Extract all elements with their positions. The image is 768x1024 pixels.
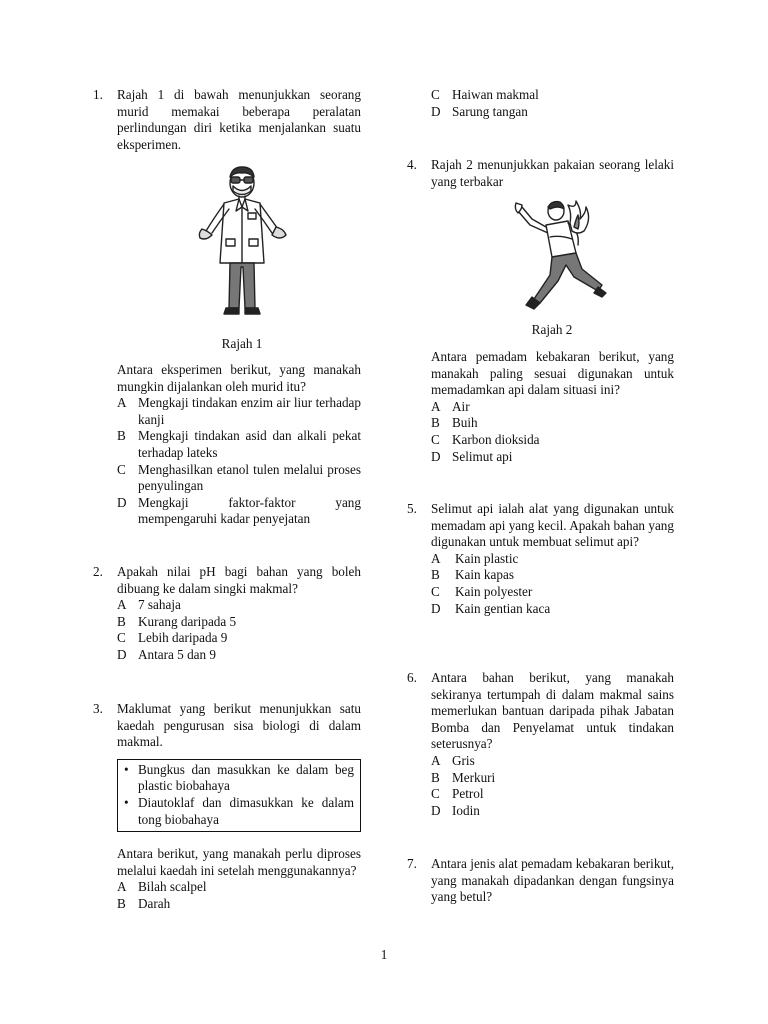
- option-d[interactable]: D Sarung tangan: [431, 103, 528, 119]
- option-a[interactable]: A Gris: [431, 752, 475, 768]
- option-b[interactable]: B Merkuri: [431, 769, 496, 785]
- info-item: • Bungkus dan masukkan ke dalam beg plastic biobahaya: [124, 762, 354, 795]
- info-item: • Diautoklaf dan dimasukkan ke dalam tong biobahaya: [124, 795, 354, 828]
- option-a[interactable]: A Kain plastic: [431, 550, 519, 566]
- option-b[interactable]: B Mengkaji tindakan asid dan alkali pekat terhadap lateks: [117, 428, 361, 460]
- question-text: Selimut api ialah alat yang digunakan untuk memadam api yang kecil. Apakah bahan yang digunakan untuk membuat selimut api?: [431, 501, 674, 550]
- question-number: 7.: [407, 856, 417, 871]
- question-text: Maklumat yang berikut menunjukkan satu kaedah pengurusan sisa biologi di dalam makmal.: [117, 701, 361, 750]
- question-stem: Antara eksperimen berikut, yang manakah mungkin dijalankan oleh murid itu?: [117, 362, 361, 394]
- option-c[interactable]: C Menghasilkan etanol tulen melalui proses penyulingan: [117, 461, 361, 494]
- option-d[interactable]: D Iodin: [431, 802, 480, 818]
- question-text: Antara jenis alat pemadam kebakaran berikut, yang manakah dipadankan dengan fungsinya yang betul?: [431, 856, 674, 905]
- figure-2-caption: Rajah 2: [531, 322, 573, 337]
- question-text: Antara bahan berikut, yang manakah sekiranya tertumpah di dalam makmal sains memerlukan bantuan daripada pihak Jabatan Bomba dan Penyelamat untuk tindakan seterusnya?: [431, 670, 674, 752]
- option-c[interactable]: C Petrol: [431, 786, 484, 802]
- question-1: [93, 87, 361, 153]
- question-stem: Antara berikut, yang manakah perlu diproses melalui kaedah ini setelah menggunakannya?: [117, 846, 361, 878]
- figure-student-ppe: [192, 163, 292, 323]
- option-a[interactable]: A 7 sahaja: [117, 597, 181, 613]
- question-6: [407, 670, 674, 819]
- question-4: [407, 157, 674, 190]
- question-stem: Antara pemadam kebakaran berikut, yang manakah paling sesuai digunakan untuk memadamkan api dalam situasi ini?: [431, 349, 674, 398]
- option-b[interactable]: B Kurang daripada 5: [117, 613, 237, 629]
- info-box: [117, 759, 361, 832]
- figure-1-caption: Rajah 1: [221, 336, 263, 351]
- question-3-continued: [431, 87, 674, 120]
- question-number: 5.: [407, 501, 417, 516]
- option-a[interactable]: A Bilah scalpel: [117, 879, 207, 895]
- question-5: [407, 501, 674, 617]
- figure-man-on-fire: [510, 197, 610, 317]
- option-a[interactable]: A Air: [431, 398, 470, 414]
- option-c[interactable]: C Lebih daripada 9: [117, 630, 228, 646]
- question-7: [407, 856, 674, 906]
- option-b[interactable]: B Kain kapas: [431, 567, 514, 583]
- option-d[interactable]: D Kain gentian kaca: [431, 600, 551, 616]
- option-b[interactable]: B Buih: [431, 415, 478, 431]
- option-b[interactable]: B Darah: [117, 895, 171, 911]
- option-d[interactable]: D Antara 5 dan 9: [117, 646, 216, 662]
- question-number: 4.: [407, 157, 417, 172]
- option-c[interactable]: C Kain polyester: [431, 583, 533, 599]
- option-a[interactable]: A Mengkaji tindakan enzim air liur terhadap kanji: [117, 395, 361, 427]
- question-4-options: [431, 349, 674, 465]
- question-text: Apakah nilai pH bagi bahan yang boleh dibuang ke dalam singki makmal?: [117, 564, 361, 596]
- question-1-options: [117, 362, 361, 528]
- question-text: Rajah 1 di bawah menunjukkan seorang murid memakai beberapa peralatan perlindungan diri ketika menjalankan suatu eksperimen.: [117, 87, 361, 152]
- question-3: [93, 701, 361, 913]
- option-c[interactable]: C Karbon dioksida: [431, 431, 540, 447]
- option-c[interactable]: C Haiwan makmal: [431, 87, 539, 102]
- question-number: 3.: [93, 701, 103, 716]
- question-number: 6.: [407, 670, 417, 685]
- option-d[interactable]: D Mengkaji faktor-faktor yang mempengaruhi kadar penyejatan: [117, 494, 361, 527]
- question-number: 1.: [93, 87, 103, 102]
- question-number: 2.: [93, 564, 103, 579]
- page-number: 1: [380, 947, 388, 962]
- question-text: Rajah 2 menunjukkan pakaian seorang lelaki yang terbakar: [431, 157, 674, 189]
- question-2: [93, 564, 361, 664]
- option-d[interactable]: D Selimut api: [431, 448, 513, 464]
